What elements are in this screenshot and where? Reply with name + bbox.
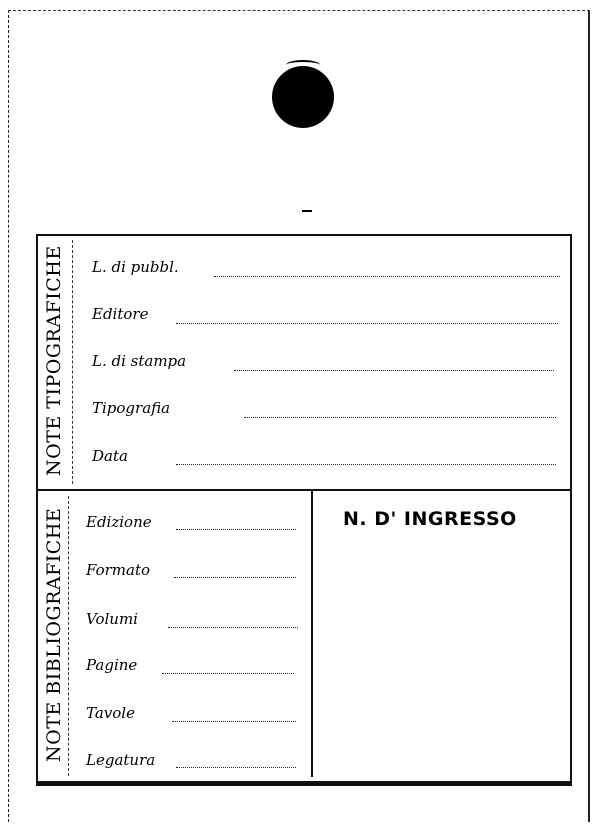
- field-pagine-line[interactable]: [162, 673, 294, 674]
- field-legatura-line[interactable]: [176, 767, 296, 768]
- column-divider: [311, 491, 313, 777]
- field-formato-label: Formato: [86, 561, 151, 579]
- field-tavole-label: Tavole: [86, 704, 135, 722]
- field-legatura-label: Legatura: [86, 751, 156, 769]
- note-bibliografiche-label: NOTE BIBLIOGRAFICHE: [43, 507, 65, 762]
- section-divider: [36, 489, 572, 491]
- field-volumi-line[interactable]: [168, 627, 298, 628]
- tipografiche-side-rule: [72, 240, 73, 484]
- field-data-line[interactable]: [176, 464, 556, 465]
- field-data-label: Data: [92, 447, 128, 465]
- field-luogo-stampa-label: L. di stampa: [92, 352, 187, 370]
- bibliografiche-side-rule: [68, 496, 69, 776]
- note-tipografiche-label: NOTE TIPOGRAFICHE: [43, 245, 65, 476]
- field-tipografia-line[interactable]: [244, 417, 556, 418]
- field-pagine-label: Pagine: [86, 656, 138, 674]
- field-edizione-line[interactable]: [176, 529, 296, 530]
- field-luogo-stampa-line[interactable]: [234, 370, 554, 371]
- field-luogo-pubblicazione-label: L. di pubbl.: [92, 258, 179, 276]
- numero-ingresso-label: N. D' INGRESSO: [343, 508, 517, 530]
- field-luogo-pubblicazione-line[interactable]: [214, 276, 560, 277]
- center-mark: [302, 210, 312, 212]
- punch-hole: [272, 66, 334, 128]
- field-volumi-label: Volumi: [86, 610, 138, 628]
- form-frame-shadow: [36, 783, 572, 786]
- field-tavole-line[interactable]: [172, 721, 296, 722]
- field-edizione-label: Edizione: [86, 513, 152, 531]
- field-editore-line[interactable]: [176, 323, 558, 324]
- field-tipografia-label: Tipografia: [92, 399, 171, 417]
- field-editore-label: Editore: [92, 305, 149, 323]
- field-formato-line[interactable]: [174, 577, 296, 578]
